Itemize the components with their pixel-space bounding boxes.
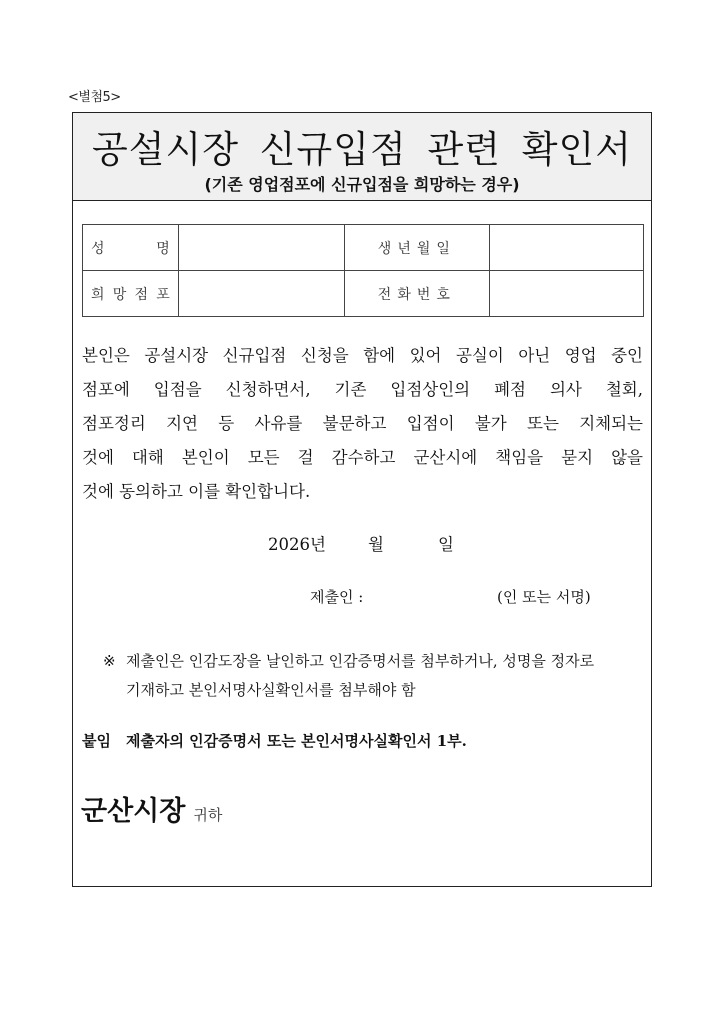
attachment-note [82, 730, 467, 751]
desired-store-label [83, 271, 179, 317]
phone-field[interactable] [489, 271, 643, 317]
desired-store-label-char: 포 [156, 286, 170, 303]
notice [103, 647, 643, 705]
date-day: 일 [438, 535, 454, 554]
desired-store-field[interactable] [178, 271, 344, 317]
name-label-char: 성 [91, 240, 105, 257]
date-month: 월 [368, 535, 384, 554]
confirmation-form [72, 112, 652, 887]
addressee-name: 군산시장 [81, 796, 186, 827]
addressee [81, 789, 222, 828]
addressee-suffix: 귀하 [193, 806, 223, 824]
attachment-number-label: <별첨5> [68, 90, 121, 105]
desired-store-label-char: 희 [91, 286, 105, 303]
statement-line: 점포정리 지연 등 사유를 불문하고 입점이 불가 또는 지체되는 [82, 414, 643, 433]
attachment-key: 붙임 [82, 732, 111, 750]
birthdate-field[interactable] [489, 225, 643, 271]
table-row [83, 271, 644, 317]
desired-store-label-char: 망 [112, 286, 127, 303]
form-subtitle: (기존 영업점포에 신규입점을 희망하는 경우) [204, 175, 520, 194]
phone-label: 전화번호 [344, 271, 489, 317]
notice-line: 기재하고 본인서명사실확인서를 첨부해야 함 [126, 681, 416, 699]
date-year: 2026년 [268, 535, 326, 554]
table-row [83, 225, 644, 271]
seal-or-signature-hint: (인 또는 서명) [497, 588, 591, 606]
attachment-text: 제출자의 인감증명서 또는 본인서명사실확인서 1부. [126, 732, 467, 750]
notice-line: 제출인은 인감도장을 날인하고 인감증명서를 첨부하거나, 성명을 정자로 [126, 652, 595, 670]
reference-mark-icon: ※ [103, 652, 116, 670]
date-row [268, 531, 454, 555]
statement-line: 점포에 입점을 신청하면서, 기존 입점상인의 폐점 의사 철회, [82, 380, 643, 399]
birthdate-label: 생년월일 [344, 225, 489, 271]
form-header [73, 113, 651, 201]
applicant-info-table [82, 224, 644, 317]
confirmation-statement [82, 339, 643, 509]
submitter-label: 제출인 : [310, 588, 364, 606]
name-field[interactable] [178, 225, 344, 271]
name-label [83, 225, 179, 271]
statement-line: 것에 동의하고 이를 확인합니다. [82, 482, 311, 501]
desired-store-label-char: 점 [134, 286, 149, 303]
statement-line: 본인은 공설시장 신규입점 신청을 함에 있어 공실이 아닌 영업 중인 [82, 346, 643, 365]
statement-line: 것에 대해 본인이 모든 걸 감수하고 군산시에 책임을 묻지 않을 [82, 448, 643, 467]
name-label-char: 명 [156, 240, 170, 257]
form-title: 공설시장 신규입점 관련 확인서 [92, 128, 632, 171]
